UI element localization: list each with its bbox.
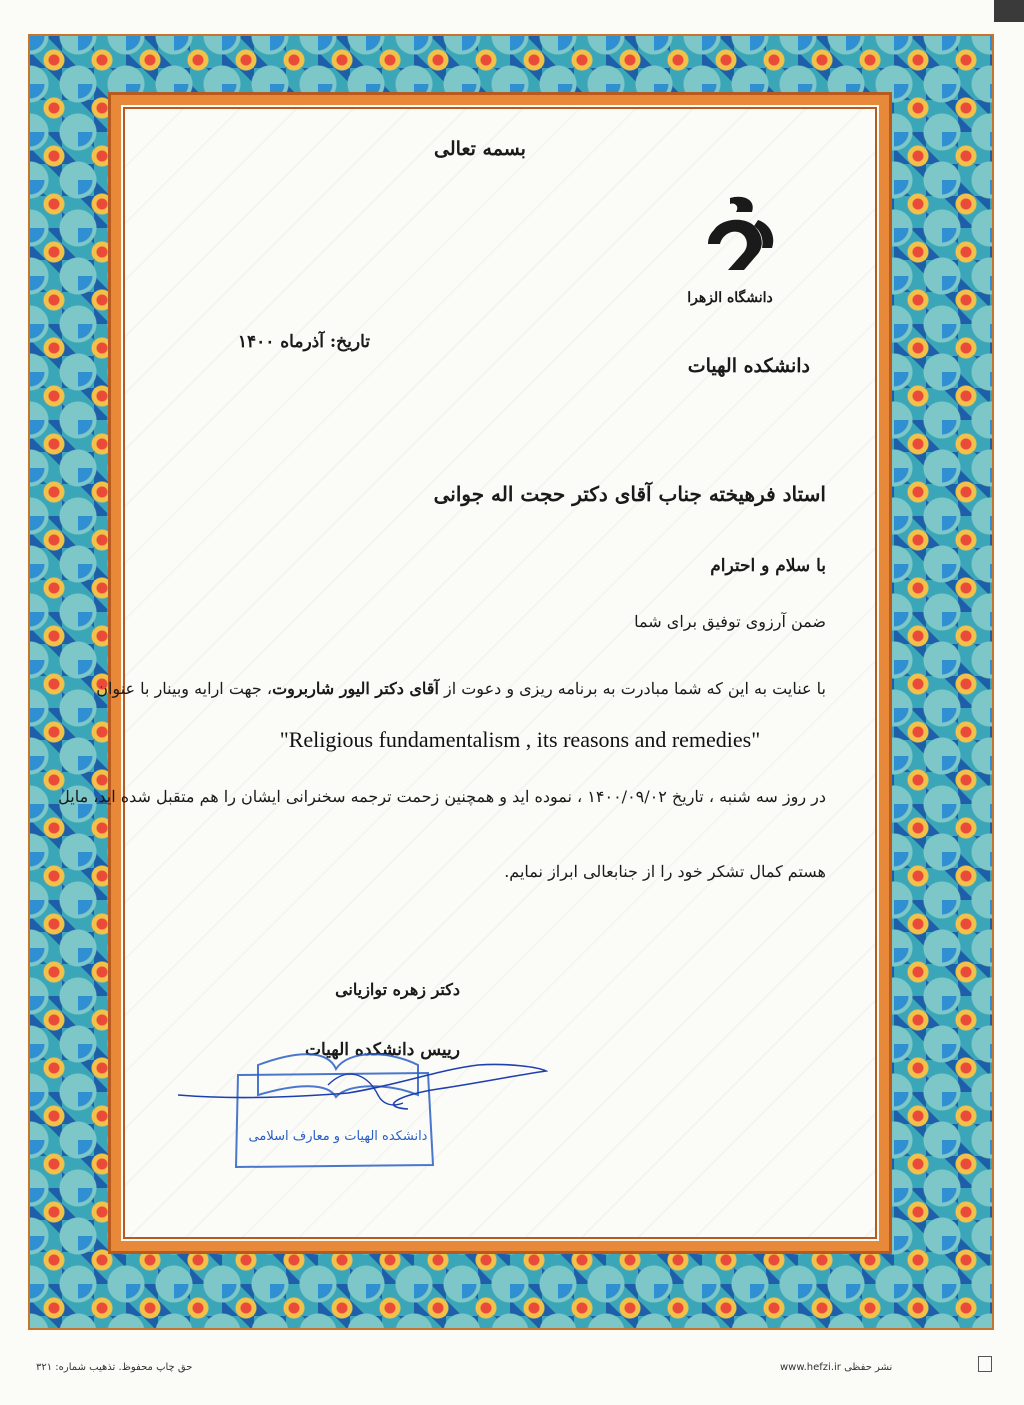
- signer-name: دکتر زهره توازیانی: [335, 980, 460, 999]
- addressee-line: استاد فرهیخته جناب آقای دکتر حجت اله جوانی: [433, 482, 826, 506]
- body-line-1: [96, 679, 826, 698]
- footer-publisher: www.hefzi.ir نشر حفظی: [780, 1362, 893, 1373]
- body-line-1-guest-name: آقای دکتر الیور شاربروت: [272, 679, 439, 698]
- university-name: دانشگاه الزهرا: [687, 290, 773, 306]
- alzahra-university-logo-icon: [700, 190, 780, 280]
- body-line-2: در روز سه شنبه ، تاریخ ۱۴۰۰/۰۹/۰۲ ، نموده اید و همچنین زحمت ترجمه سخنرانی ایشان را هم متقبل شده اید، مایل: [58, 787, 826, 806]
- signer-role: رییس دانشکده الهیات: [304, 1040, 460, 1060]
- webinar-title: "Religious fundamentalism , its reasons and remedies": [279, 727, 761, 752]
- faculty-name: دانشکده الهیات: [687, 355, 810, 377]
- scan-corner-mark: [994, 0, 1024, 22]
- basmala-heading: بسمه تعالی: [434, 138, 526, 160]
- body-line-1-end: ، جهت ارایه وبینار با عنوان: [96, 679, 273, 698]
- greeting-line: با سلام و احترام: [710, 556, 826, 576]
- letter-date: تاریخ: آذرماه ۱۴۰۰: [237, 332, 370, 352]
- wish-line: ضمن آرزوی توفیق برای شما: [634, 612, 826, 631]
- footer-copyright: حق چاپ محفوظ. تذهیب شماره: ۳۲۱: [36, 1362, 193, 1373]
- publisher-logo-icon: [978, 1356, 992, 1372]
- faculty-stamp-icon: [178, 1045, 548, 1175]
- body-line-1-start: با عنایت به این که شما مبادرت به برنامه ریزی و دعوت از: [443, 679, 826, 698]
- stamp-text: دانشکده الهیات و معارف اسلامی: [248, 1129, 428, 1144]
- body-line-3: هستم کمال تشکر خود را از جنابعالی ابراز نمایم.: [504, 862, 826, 881]
